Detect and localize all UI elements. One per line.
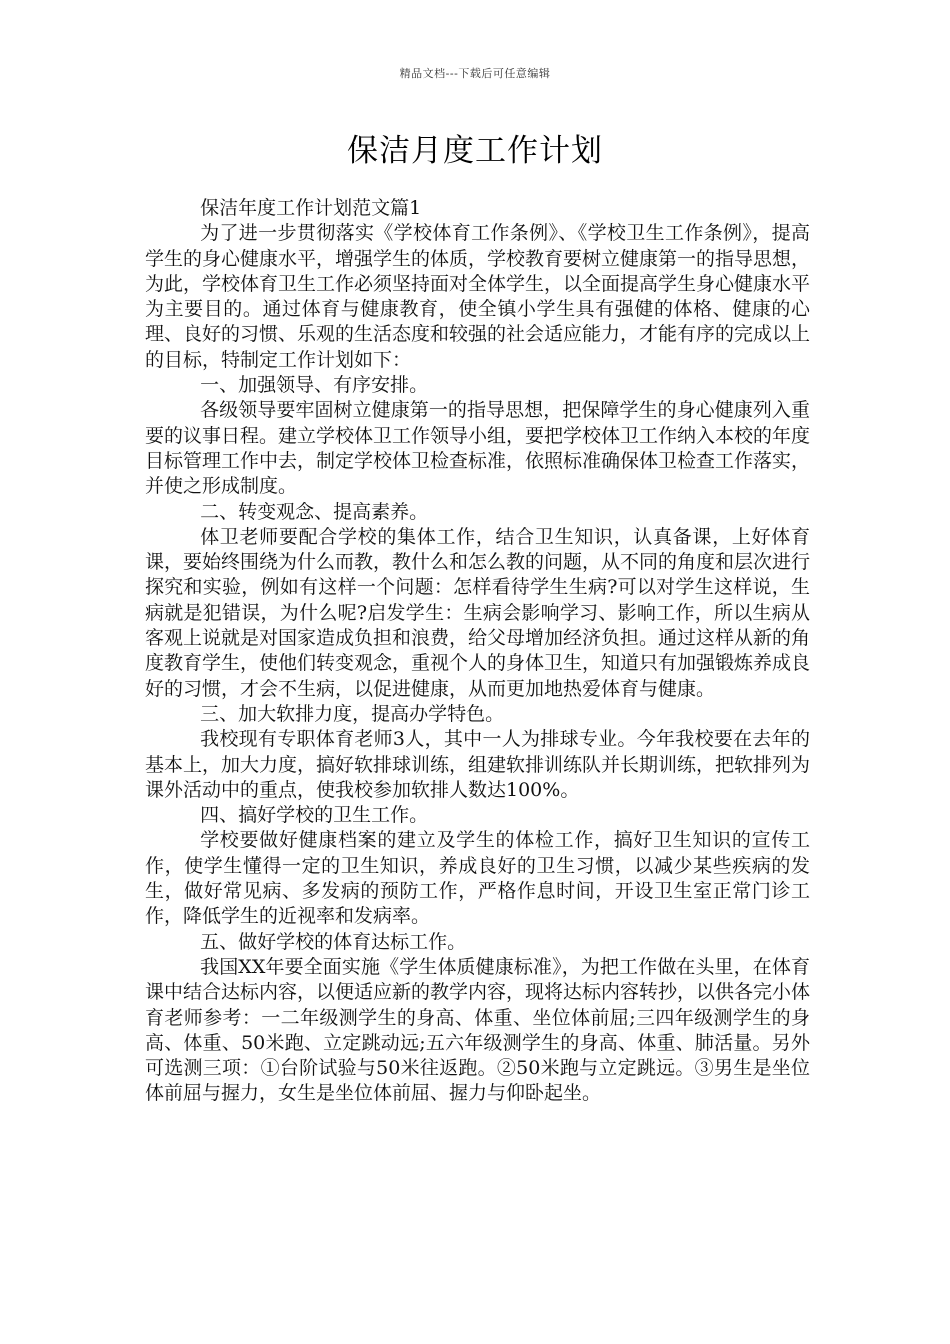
section-heading-2: 二、转变观念、提高素养。 <box>200 500 429 523</box>
document-body <box>145 196 810 1107</box>
paragraph-section-3: 我校现有专职体育老师3人，其中一人为排球专业。今年我校要在去年的基本上，加大力度，搞好软排球训练，组建软排训练队并长期训练，把软排列为课外活动中的重点，使我校参加软排人数达100%。 <box>145 728 811 801</box>
section-heading-5: 五、做好学校的体育达标工作。 <box>200 930 467 953</box>
paragraph-section-1: 各级领导要牢固树立健康第一的指导思想，把保障学生的身心健康列入重要的议事日程。建立学校体卫工作领导小组，要把学校体卫工作纳入本校的年度目标管理工作中去，制定学校体卫检查标准，依照标准确保体卫检查工作落实，并使之形成制度。 <box>145 399 811 498</box>
section-heading-3: 三、加大软排力度，提高办学特色。 <box>200 702 505 725</box>
paragraph-section-4: 学校要做好健康档案的建立及学生的体检工作，搞好卫生知识的宣传工作，使学生懂得一定的卫生知识，养成良好的卫生习惯，以减少某些疾病的发生，做好常见病、多发病的预防工作，严格作息时间，开设卫生室正常门诊工作，降低学生的近视率和发病率。 <box>145 829 810 928</box>
paragraph-section-2: 体卫老师要配合学校的集体工作，结合卫生知识，认真备课，上好体育课，要始终围绕为什么而教，教什么和怎么教的问题，从不同的角度和层次进行探究和实验，例如有这样一个问题：怎样看待学生生病?可以对学生这样说，生病就是犯错误，为什么呢?启发学生：生病会影响学习、影响工作，所以生病从客观上说就是对国家造成负担和浪费，给父母增加经济负担。通过这样从新的角度教育学生，使他们转变观念，重视个人的身体卫生，知道只有加强锻炼养成良好的习惯，才会不生病，以促进健康，从而更加地热爱体育与健康。 <box>145 525 811 700</box>
header-note: 精品文档---下载后可任意编辑 <box>399 67 551 80</box>
section-heading-1: 一、加强领导、有序安排。 <box>200 374 429 397</box>
paragraph-subtitle: 保洁年度工作计划范文篇1 <box>200 197 422 219</box>
section-heading-4: 四、搞好学校的卫生工作。 <box>200 804 429 827</box>
paragraph-section-5: 我国XX年要全面实施《学生体质健康标准》，为把工作做在头里，在体育课中结合达标内容，以便适应新的教学内容，现将达标内容转抄，以供各完小体育老师参考：一二年级测学生的身高、体重、坐位体前屈;三四年级测学生的身高、体重、50米跑、立定跳动远;五六年级测学生的身高、体重、肺活量。另外可选测三项：①台阶试验与50米往返跑。②50米跑与立定跳远。③男生是坐位体前屈与握力，女生是坐位体前屈、握力与仰卧起坐。 <box>145 955 811 1105</box>
paragraph-intro: 为了进一步贯彻落实《学校体育工作条例》、《学校卫生工作条例》，提高学生的身心健康水平，增强学生的体质，学校教育要树立健康第一的指导思想，为此，学校体育卫生工作必须坚持面对全体学生，以全面提高学生身心健康水平为主要目的。通过体育与健康教育，使全镇小学生具有强健的体格、健康的心理、良好的习惯、乐观的生活态度和较强的社会适应能力，才能有序的完成以上的目标，特制定工作计划如下： <box>145 222 811 371</box>
document-title: 保洁月度工作计划 <box>347 133 603 169</box>
